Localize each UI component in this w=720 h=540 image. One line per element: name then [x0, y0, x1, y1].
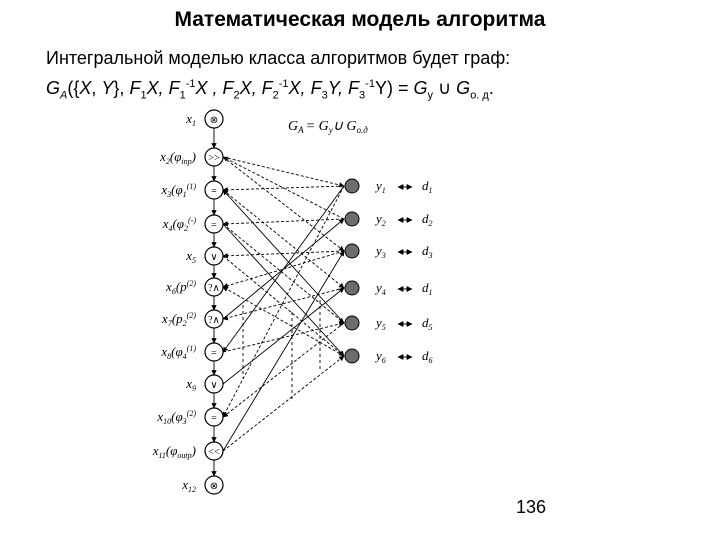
- right-node-5: [345, 315, 433, 332]
- node-label: $x_7(p_2^{(2)}$: [162, 311, 196, 328]
- left-nodes: [152, 110, 223, 494]
- node-symbol: ∨: [210, 380, 218, 391]
- graph-edges: [214, 128, 344, 476]
- left-node-4: [162, 215, 223, 233]
- graph-edge: [223, 287, 344, 356]
- node-symbol: ?∧: [208, 283, 220, 294]
- node-label-y: $y_2$: [376, 211, 386, 228]
- node-symbol: =: [211, 220, 217, 231]
- node-circle: [345, 316, 359, 330]
- node-label-y: $y_5$: [376, 315, 386, 332]
- node-symbol: ⊗: [209, 115, 219, 126]
- graph-edge: [223, 256, 344, 356]
- node-label-d: $d_1$: [422, 178, 433, 195]
- node-label-d: $d_5$: [422, 315, 433, 332]
- node-label-d: $d_6$: [422, 348, 433, 365]
- graph-edge: [223, 157, 344, 186]
- node-label: $x_1$: [186, 111, 196, 128]
- node-symbol: ∨: [210, 252, 218, 263]
- node-circle: [345, 349, 359, 363]
- right-node-2: [345, 211, 433, 228]
- left-node-3: [160, 181, 223, 199]
- right-nodes: [345, 178, 433, 365]
- node-symbol: =: [211, 413, 217, 424]
- node-circle: [345, 244, 359, 258]
- right-node-6: [345, 348, 433, 365]
- graph-edge: [223, 219, 344, 224]
- node-label-d: $d_1$: [422, 280, 433, 297]
- left-node-5: [185, 247, 223, 265]
- node-symbol: <<: [208, 447, 220, 458]
- graph-edge: [223, 186, 344, 417]
- graph-edge: [223, 186, 344, 190]
- node-label: $x_{11}(\varphi_{outp})$: [152, 443, 196, 460]
- graph-edge: [223, 251, 344, 256]
- left-node-9: [185, 375, 223, 393]
- left-node-11: [152, 442, 223, 460]
- graph-edge: [223, 219, 344, 319]
- node-symbol: ⊗: [209, 481, 219, 492]
- node-circle: [345, 179, 359, 193]
- node-label-y: $y_1$: [376, 178, 386, 195]
- left-node-2: [159, 148, 223, 166]
- node-symbol: =: [211, 348, 217, 359]
- graph-equation: [288, 119, 368, 135]
- right-node-4: [345, 280, 433, 297]
- right-node-3: [345, 243, 433, 260]
- intro-text: Интегральной моделью класса алгоритмов будет граф:: [46, 48, 511, 68]
- node-label-y: $y_4$: [376, 280, 386, 297]
- node-label: $x_5$: [186, 248, 196, 265]
- right-node-1: [345, 178, 433, 195]
- node-circle: [345, 212, 359, 226]
- node-label-d: $d_2$: [422, 211, 433, 228]
- node-circle: [345, 281, 359, 295]
- graph-formula: $G_A(\{X$, Y}, $F_1X$, $F_1^{-1}X$ , $F_2X$, $F_2^{-1}X$, $F_3Y$, $F_3^{-1}Y) = G_y$ ∪ $G_{о. д}$.: [46, 78, 494, 102]
- node-label-y: $y_6$: [376, 348, 386, 365]
- left-node-6: [165, 278, 223, 296]
- graph-edge: [223, 190, 344, 288]
- node-label: $x_6(p^{(2)}$: [166, 279, 196, 296]
- graph-edge: [223, 251, 344, 451]
- node-label: $x_2(\varphi_{inp})$: [160, 149, 196, 166]
- left-node-10: [156, 408, 223, 426]
- node-label: $x_3(\varphi_1^{(1)}$: [161, 182, 196, 199]
- svg-text:GA= Gy∪ Gо.д: $G_A$ = $G_y\cup$ $G_{о.д}$: [288, 119, 368, 135]
- node-symbol: =: [211, 186, 217, 197]
- left-node-8: [160, 343, 223, 361]
- node-symbol: >>: [208, 153, 220, 164]
- node-label: $x_{10}(\varphi_3^{(2)}$: [157, 409, 196, 426]
- node-label-d: $d_3$: [422, 243, 433, 260]
- left-node-7: [161, 310, 223, 328]
- node-label: $x_4(\varphi_2^{(-)}$: [162, 216, 196, 233]
- node-symbol: ?∧: [208, 315, 220, 326]
- node-label-y: $y_3$: [376, 243, 386, 260]
- left-node-1: [185, 110, 223, 128]
- node-label: $x_9$: [186, 376, 196, 393]
- slide-title: Математическая модель алгоритма: [174, 8, 546, 31]
- left-node-12: [181, 476, 223, 494]
- page-number: 136: [516, 497, 547, 517]
- node-label: $x_{12}$: [182, 477, 196, 494]
- node-label: $x_8(\varphi_4^{(1)}$: [161, 344, 196, 361]
